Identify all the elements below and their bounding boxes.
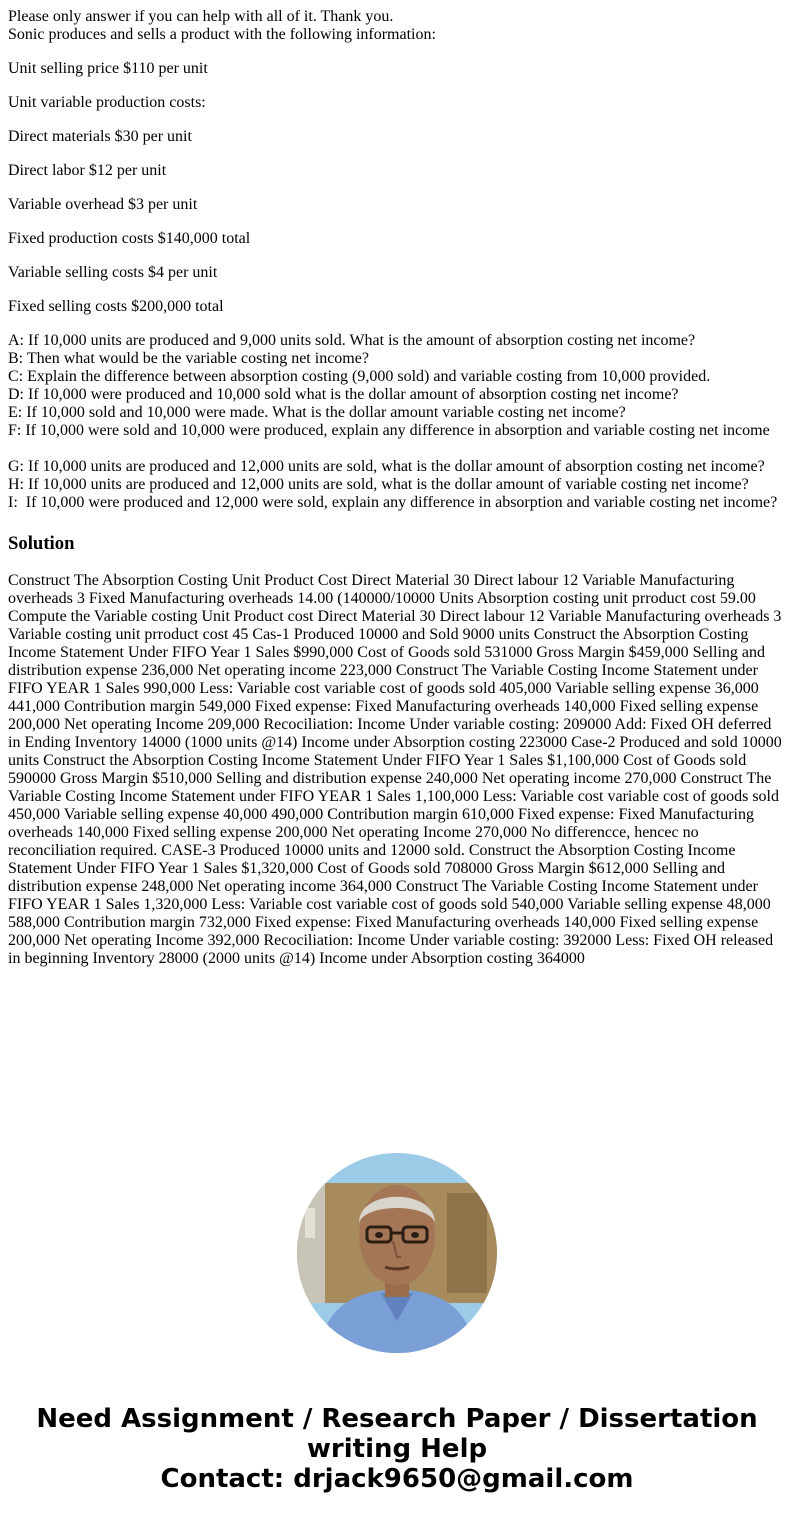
info-item-overhead: Variable overhead $3 per unit: [8, 196, 198, 213]
question-parts-a-f: [8, 332, 788, 440]
info-item-fixed-production: Fixed production costs $140,000 total: [8, 230, 251, 247]
question-text: [8, 8, 788, 512]
tutor-portrait-photo: [297, 1153, 497, 1353]
solution-body: Construct The Absorption Costing Unit Product Cost Direct Material 30 Direct labour 12 Variable Manufacturing overheads 3 Fixed Manufacturing overheads 14.00 (140000/10000 Units Absorption costing unit prroduct cost 59.00 Compute the Variable costing Unit Product cost Direct Material 30 Direct labour 12 Variable Manufacturing overheads 3 Variable costing unit prroduct cost 45 Cas-1 Produced 10000 and Sold 9000 units Construct the Absorption Costing Income Statement Under FIFO Year 1 Sales $990,000 Cost of Goods sold 531000 Gross Margin $459,000 Selling and distribution expense 236,000 Net operating income 223,000 Construct The Variable Costing Income Statement under FIFO YEAR 1 Sales 990,000 Less: Variable cost variable cost of goods sold 405,000 Variable selling expense 36,000 441,000 Contribution margin 549,000 Fixed expense: Fixed Manufacturing overheads 140,000 Fixed selling expense 200,000 Net operating Income 209,000 Recociliation: Income Under variable costing: 209000 Add: Fixed OH deferred in Ending Inventory 14000 (1000 units @14) Income under Absorption costing 223000 Case-2 Produced and sold 10000 units Construct the Absorption Costing Income Statement Under FIFO Year 1 Sales $1,100,000 Cost of Goods sold 590000 Gross Margin $510,000 Selling and distribution expense 240,000 Net operating income 270,000 Construct The Variable Costing Income Statement under FIFO YEAR 1 Sales 1,100,000 Less: Variable cost variable cost of goods sold 450,000 Variable selling expense 40,000 490,000 Contribution margin 610,000 Fixed expense: Fixed Manufacturing overheads 140,000 Fixed selling expense 200,000 Net operating Income 270,000 No differencce, hencec no reconciliation required. CASE-3 Produced 10000 units and 12000 sold. Construct the Absorption Costing Income Statement Under FIFO Year 1 Sales $1,320,000 Cost of Goods sold 708000 Gross Margin $612,000 Selling and distribution expense 248,000 Net operating income 364,000 Construct The Variable Costing Income Statement under FIFO YEAR 1 Sales 1,320,000 Less: Variable cost variable cost of goods sold 540,000 Variable selling expense 48,000 588,000 Contribution margin 732,000 Fixed expense: Fixed Manufacturing overheads 140,000 Fixed selling expense 200,000 Net operating Income 392,000 Recociliation: Income Under variable costing: 392000 Less: Fixed OH released in beginning Inventory 28000 (2000 units @14) Income under Absorption costing 364000: [8, 572, 782, 967]
info-item-materials: Direct materials $30 per unit: [8, 128, 192, 145]
question-part-e: E: If 10,000 sold and 10,000 were made. What is the dollar amount variable costing net income?: [8, 404, 626, 421]
promo-line-2: writing Help: [306, 1434, 488, 1464]
avatar: [297, 1153, 497, 1353]
info-item-labor: Direct labor $12 per unit: [8, 162, 167, 179]
solution-heading: Solution: [8, 533, 75, 554]
info-item-variable-selling: Variable selling costs $4 per unit: [8, 264, 218, 281]
promo-contact-email: Contact: drjack9650@gmail.com: [160, 1464, 634, 1494]
question-part-b: B: Then what would be the variable costing net income?: [8, 350, 369, 367]
question-part-d: D: If 10,000 were produced and 10,000 sold what is the dollar amount of absorption costing net income?: [8, 386, 679, 403]
question-part-f: F: If 10,000 were sold and 10,000 were produced, explain any difference in absorption and variable costing net income: [8, 422, 770, 439]
info-item-variable-costs: Unit variable production costs:: [8, 94, 206, 111]
promo-banner: [0, 1404, 794, 1494]
intro-line: Please only answer if you can help with all of it. Thank you.: [8, 8, 394, 25]
question-part-a: A: If 10,000 units are produced and 9,000 units sold. What is the amount of absorption costing net income?: [8, 332, 696, 349]
question-part-h: H: If 10,000 units are produced and 12,000 units are sold, what is the dollar amount of variable costing net income?: [8, 476, 749, 493]
intro-line: Sonic produces and sells a product with the following information:: [8, 26, 436, 43]
question-part-g: G: If 10,000 units are produced and 12,000 units are sold, what is the dollar amount of absorption costing net income?: [8, 458, 765, 475]
question-part-i: I: If 10,000 were produced and 12,000 were sold, explain any difference in absorption and variable costing net income?: [8, 494, 778, 511]
promo-line-1: Need Assignment / Research Paper / Dissertation: [36, 1404, 758, 1434]
question-part-c: C: Explain the difference between absorption costing (9,000 sold) and variable costing from 10,000 provided.: [8, 368, 711, 385]
question-parts-g-i: [8, 458, 788, 512]
info-item-price: Unit selling price $110 per unit: [8, 60, 208, 77]
info-item-fixed-selling: Fixed selling costs $200,000 total: [8, 298, 224, 315]
